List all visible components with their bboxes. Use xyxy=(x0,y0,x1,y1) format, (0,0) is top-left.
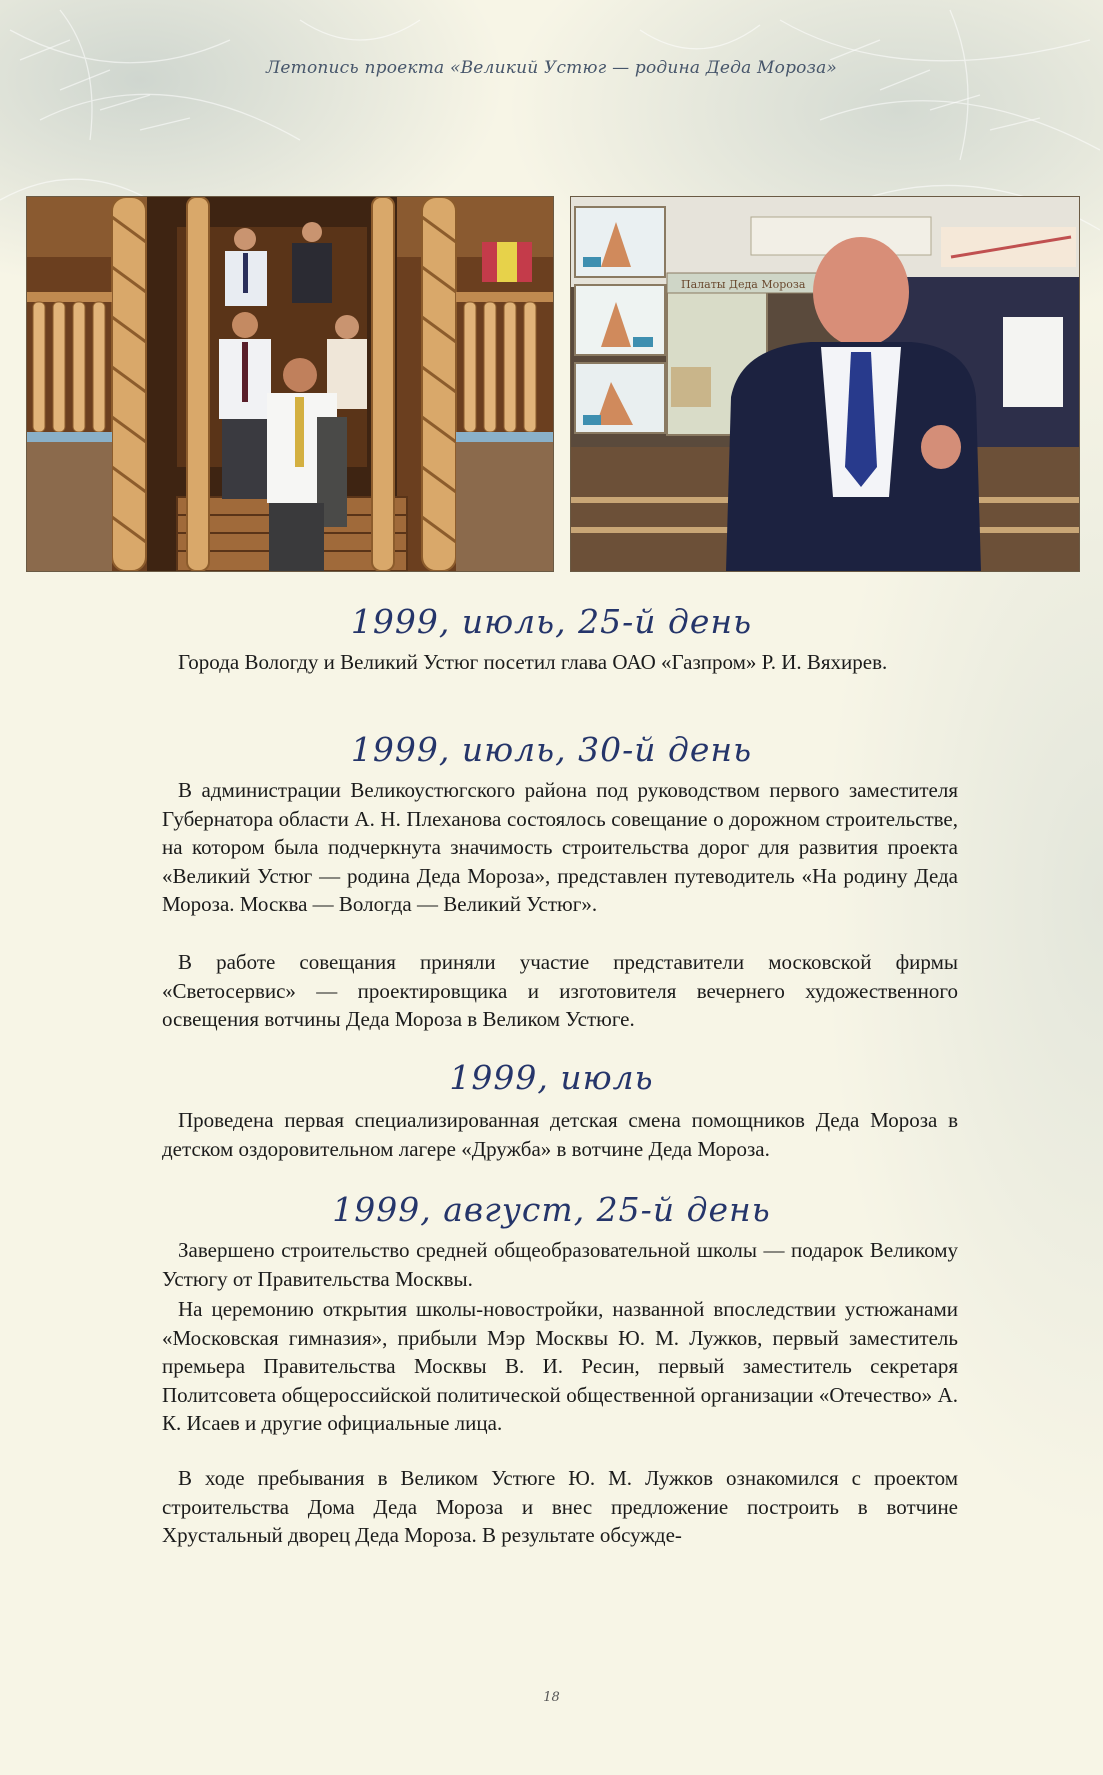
poster-caption: Палаты Деда Мороза xyxy=(681,278,806,291)
entry-paragraph: На церемонию открытия школы-новостройки, названной впоследствии устюжанами «Московская гимназия», прибыли Мэр Москвы Ю. М. Лужков, первый заместитель премьера Правительства Москвы В. И. Ресин, первый заместитель секретаря Политсовета общероссийской политической общественной организации «Отечество» А. К. Исаев и другие официальные лица. xyxy=(162,1297,958,1435)
running-title: Летопись проекта «Великий Устюг — родина Деда Мороза» xyxy=(265,58,838,78)
entry-paragraph: В работе совещания приняли участие представители московской фирмы «Светосервис» — проектировщика и изготовителя вечернего художественного освещения вотчины Деда Мороза в Великом Устюге. xyxy=(162,950,958,1031)
photo-officials-descending-wooden-stairs xyxy=(26,196,554,572)
entry-date-1999-08-25: 1999, август, 25-й день xyxy=(332,1190,771,1229)
entry-date-1999-07-30: 1999, июль, 30-й день xyxy=(350,730,753,769)
entry-paragraph: Города Вологду и Великий Устюг посетил глава ОАО «Газпром» Р. И. Вяхирев. xyxy=(178,650,888,674)
entry-paragraph: В ходе пребывания в Великом Устюге Ю. М. Лужков ознакомился с проектом строительства Дома Деда Мороза и внес предложение построить в вотчине Хрустальный дворец Деда Мороза. В результате обсужде- xyxy=(162,1466,958,1547)
entry-paragraph: Проведена первая специализированная детская смена помощников Деда Мороза в детском оздоровительном лагере «Дружба» в вотчине Деда Мороза. xyxy=(162,1108,958,1161)
photo-man-in-suit-before-project-posters xyxy=(570,196,1080,572)
entry-paragraph: Завершено строительство средней общеобразовательной школы — подарок Великому Устюгу от Правительства Москвы. xyxy=(162,1238,958,1291)
page-number: 18 xyxy=(543,1690,560,1705)
entry-paragraph: В администрации Великоустюгского района под руководством первого заместителя Губернатора области А. Н. Плеханова состоялось совещание о дорожном строительстве, на котором была подчеркнута значимость строительства дорог для развития проекта «Великий Устюг — родина Деда Мороза», представлен путеводитель «На родину Деда Мороза. Москва — Вологда — Великий Устюг». xyxy=(162,778,958,916)
entry-date-1999-07-25: 1999, июль, 25-й день xyxy=(350,602,753,641)
entry-date-1999-07: 1999, июль xyxy=(449,1058,654,1097)
